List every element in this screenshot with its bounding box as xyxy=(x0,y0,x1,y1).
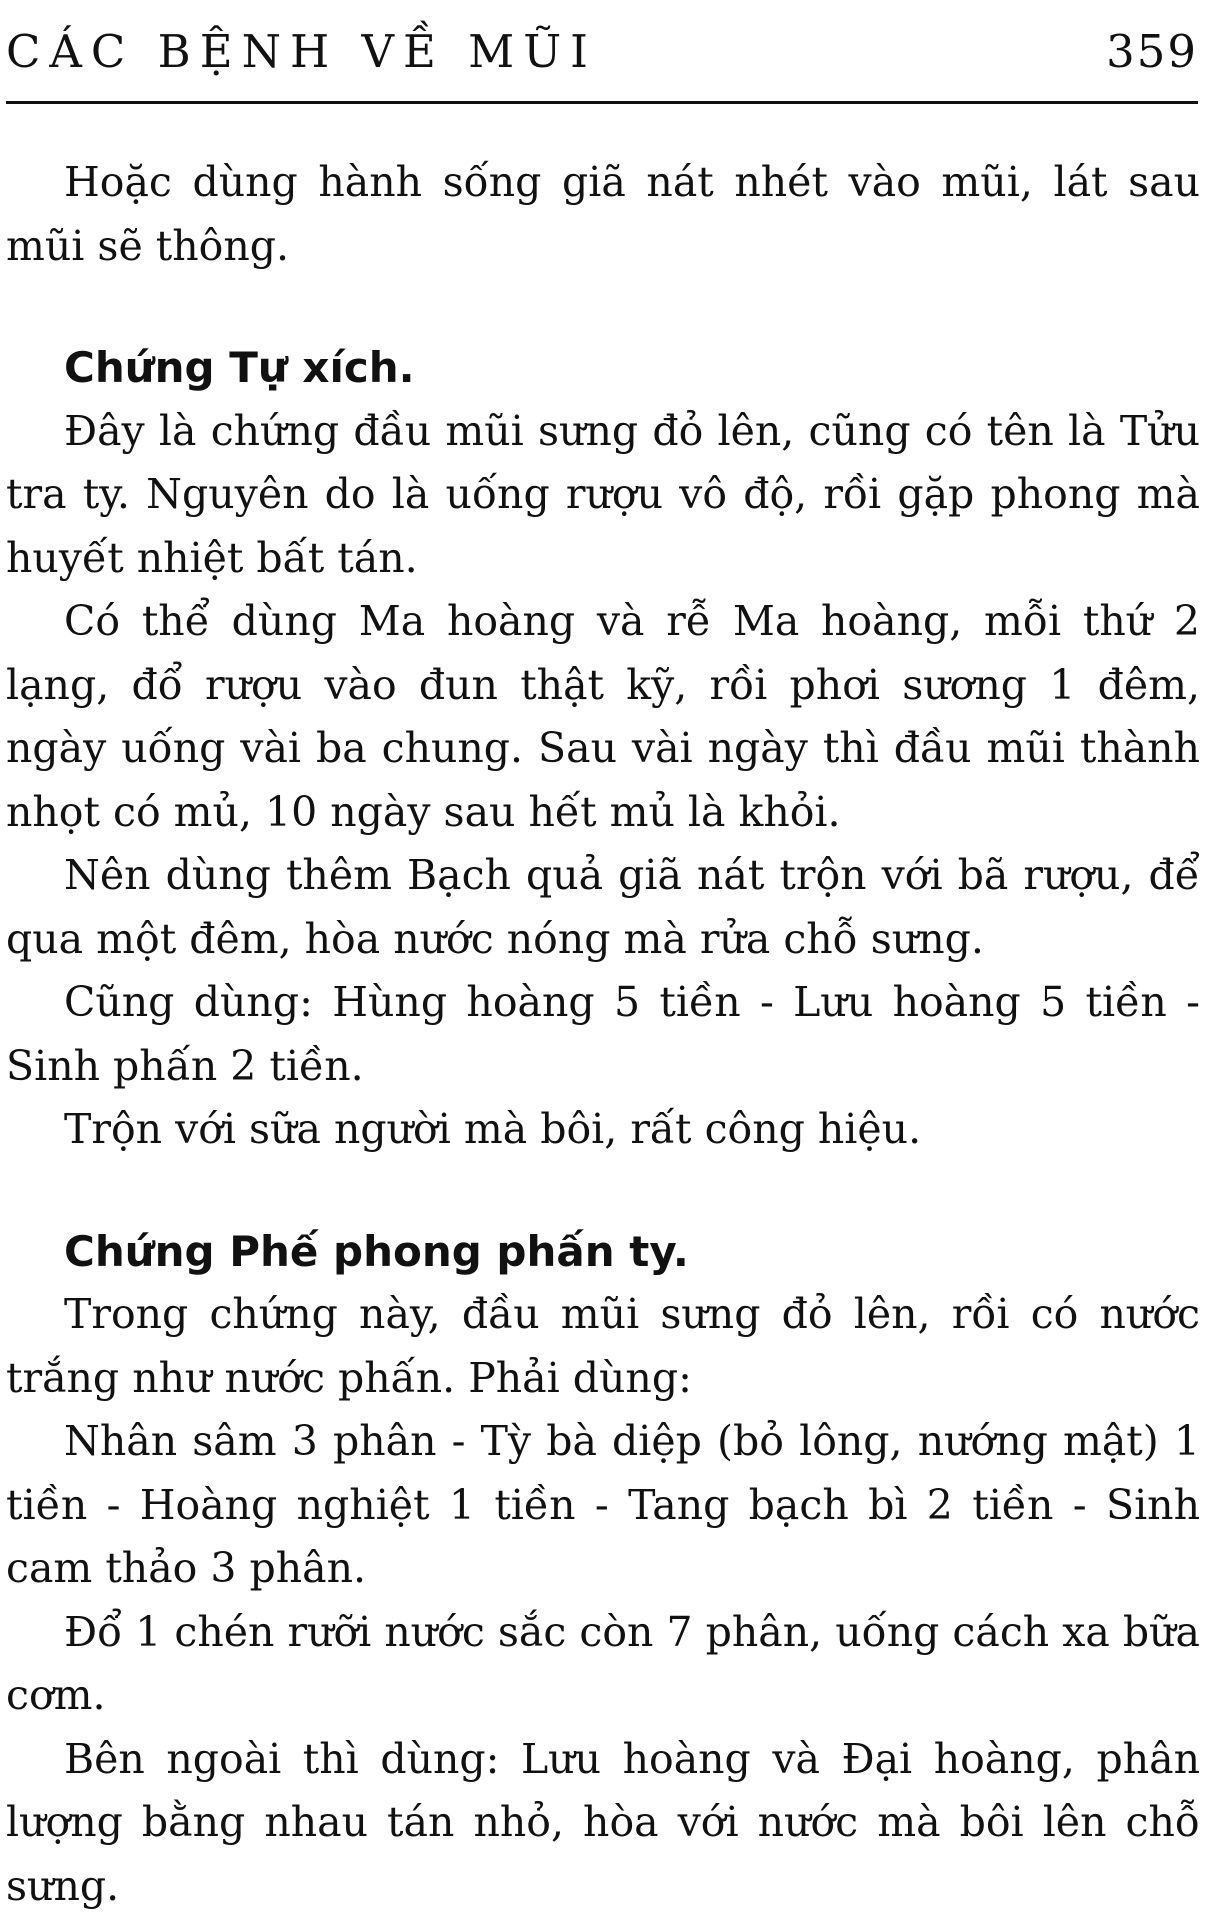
section-heading-phe-phong-phan-ty: Chứng Phế phong phấn ty. xyxy=(64,1226,689,1276)
paragraph: Trộn với sữa người mà bôi, rất công hiệu. xyxy=(64,1105,922,1153)
paragraph: Nhân sâm 3 phân - Tỳ bà diệp (bỏ lông, nướng mật) 1 tiền - Hoàng nghiệt 1 tiền - Tang bạch bì 2 tiền - Sinh cam thảo 3 phân. xyxy=(6,1417,1200,1592)
chapter-title: CÁC BỆNH VỀ MŨI xyxy=(6,25,597,78)
section-heading-tu-xich: Chứng Tự xích. xyxy=(64,343,415,392)
page-number: 359 xyxy=(1106,25,1198,78)
running-header xyxy=(6,22,1198,82)
paragraph: Cũng dùng: Hùng hoàng 5 tiền - Lưu hoàng 5 tiền - Sinh phấn 2 tiền. xyxy=(6,978,1200,1090)
paragraph: Trong chứng này, đầu mũi sưng đỏ lên, rồi có nước trắng như nước phấn. Phải dùng: xyxy=(6,1290,1200,1402)
body-text xyxy=(6,151,1200,1918)
paragraph: Có thể dùng Ma hoàng và rễ Ma hoàng, mỗi thứ 2 lạng, đổ rượu vào đun thật kỹ, rồi phơi sương 1 đêm, ngày uống vài ba chung. Sau vài ngày thì đầu mũi thành nhọt có mủ, 10 ngày sau hết mủ là khỏi. xyxy=(6,597,1200,836)
paragraph: Nên dùng thêm Bạch quả giã nát trộn với bã rượu, để qua một đêm, hòa nước nóng mà rửa chỗ sưng. xyxy=(6,851,1200,963)
paragraph: Đây là chứng đầu mũi sưng đỏ lên, cũng có tên là Tửu tra ty. Nguyên do là uống rượu vô độ, rồi gặp phong mà huyết nhiệt bất tán. xyxy=(6,406,1200,582)
intro-paragraph: Hoặc dùng hành sống giã nát nhét vào mũi, lát sau mũi sẽ thông. xyxy=(6,158,1200,270)
paragraph: Bên ngoài thì dùng: Lưu hoàng và Đại hoàng, phân lượng bằng nhau tán nhỏ, hòa với nước mà bôi lên chỗ sưng. xyxy=(6,1734,1200,1910)
header-rule xyxy=(6,101,1198,104)
paragraph: Đổ 1 chén rưỡi nước sắc còn 7 phân, uống cách xa bữa cơm. xyxy=(6,1607,1200,1719)
